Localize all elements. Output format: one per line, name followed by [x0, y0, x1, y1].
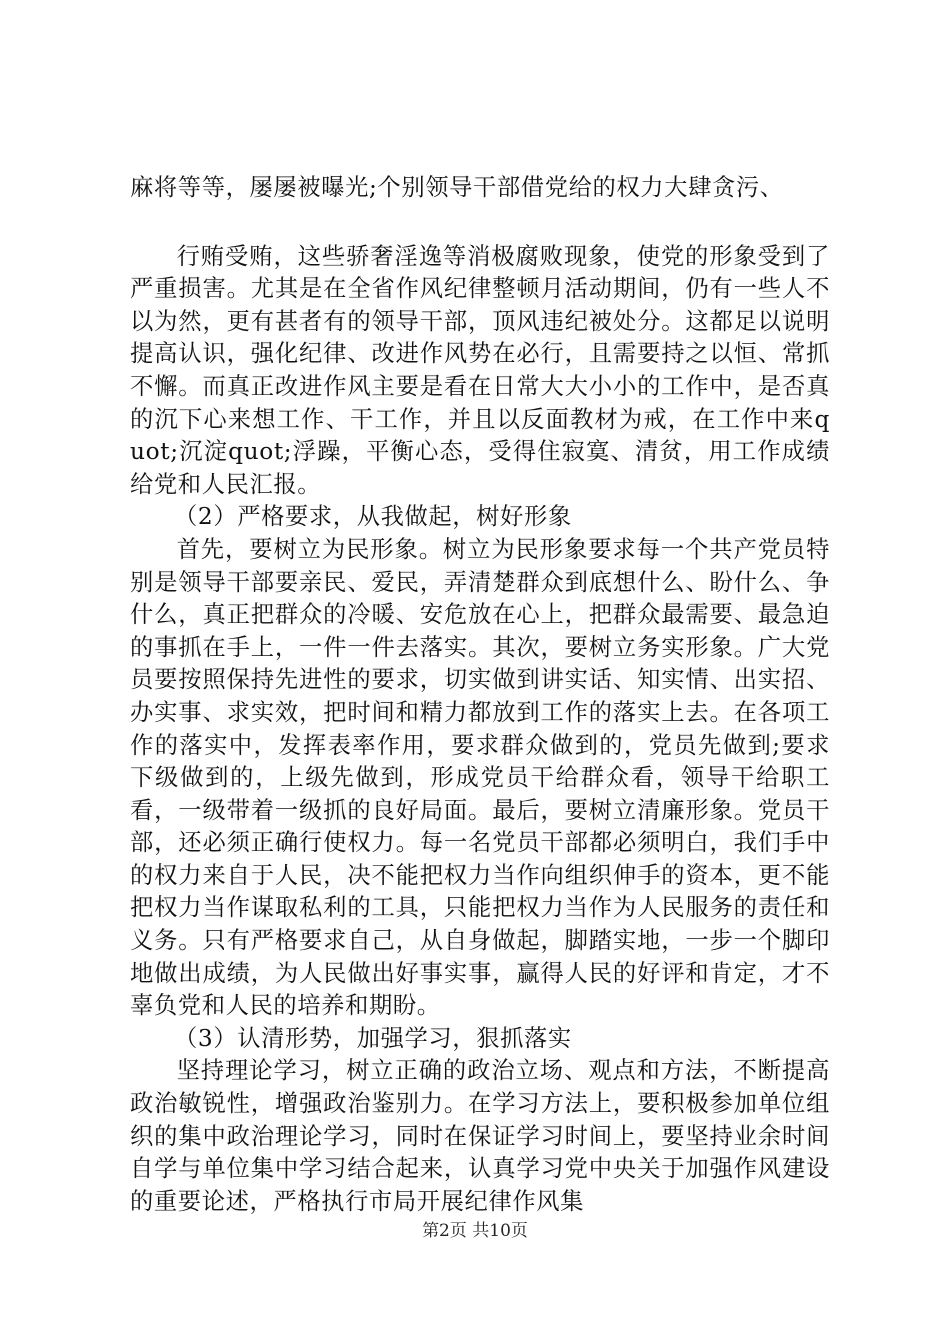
section-heading: （3）认清形势，加强学习，狠抓落实 — [174, 1024, 572, 1052]
document-body — [130, 172, 830, 1218]
section-heading: （2）严格要求，从我做起，树好形象 — [174, 503, 572, 531]
paragraph-body: 首先，要树立为民形象。树立为民形象要求每一个共产党员特别是领导干部要亲民、爱民，弄清楚群众到底想什么、盼什么、争什么，真正把群众的冷暖、安危放在心上，把群众最需要、最急迫的事抓在手上，一件一件去落实。其次，要树立务实形象。广大党员要按照保持先进性的要求，切实做到讲实话、知实情、出实招、办实事、求实效，把时间和精力都放到工作的落实上去。在各项工作的落实中，发挥表率作用，要求群众做到的，党员先做到;要求下级做到的，上级先做到，形成党员干给群众看，领导干给职工看，一级带着一级抓的良好局面。最后，要树立清廉形象。党员干部，还必须正确行使权力。每一名党员干部都必须明白，我们手中的权力来自于人民，决不能把权力当作向组织伸手的资本，更不能把权力当作谋取私利的工具，只能把权力当作为人民服务的责任和义务。只有严格要求自己，从自身做起，脚踏实地，一步一个脚印地做出成绩，为人民做出好事实事，赢得人民的好评和肯定，才不辜负党和人民的培养和期盼。 — [130, 535, 830, 1020]
paragraph-body: 行贿受贿，这些骄奢淫逸等消极腐败现象，使党的形象受到了严重损害。尤其是在全省作风纪律整顿月活动期间，仍有一些人不以为然，更有甚者有的领导干部，顶风违纪被处分。这都足以说明提高认识，强化纪律、改进作风势在必行，且需要持之以恒、常抓不懈。而真正改进作风主要是看在日常大大小小的工作中，是否真的沉下心来想工作、干工作，并且以反面教材为戒，在工作中来quot;沉淀quot;浮躁，平衡心态，受得住寂寞、清贫，用工作成绩给党和人民汇报。 — [130, 242, 830, 498]
paragraph-continuation: 麻将等等，屡屡被曝光;个别领导干部借党给的权力大肆贪污、 — [130, 174, 784, 201]
page-number-footer: 第2页 共10页 — [422, 1221, 528, 1241]
paragraph-body: 坚持理论学习，树立正确的政治立场、观点和方法，不断提高政治敏锐性，增强政治鉴别力。在学习方法上，要积极参加单位组织的集中政治理论学习，同时在保证学习时间上，要坚持业余时间自学与单位集中学习结合起来，认真学习党中央关于加强作风建设的重要论述，严格执行市局开展纪律作风集 — [130, 1057, 830, 1215]
